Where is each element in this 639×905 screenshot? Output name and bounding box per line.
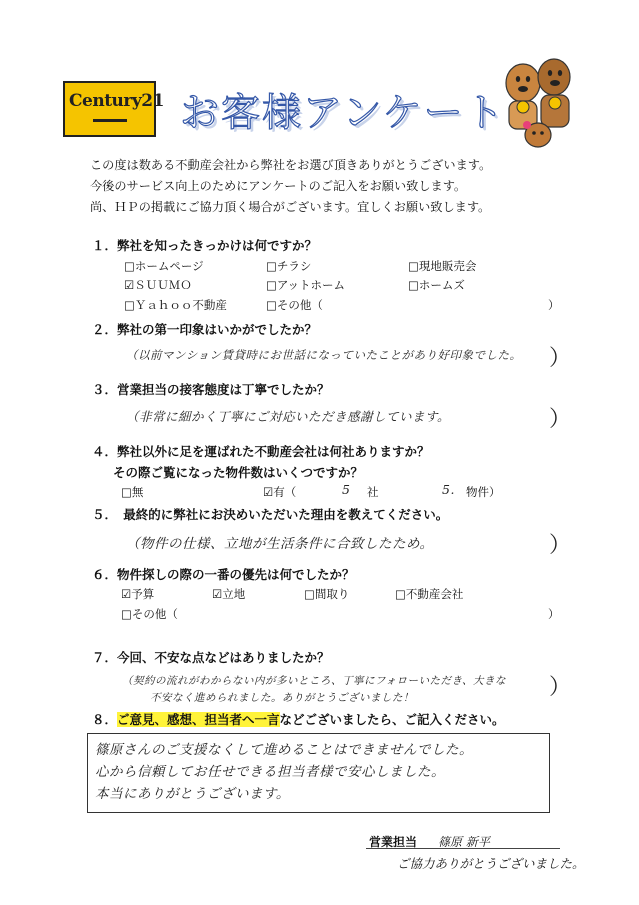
- q1-option-homepage[interactable]: □ホームページ: [124, 259, 204, 273]
- q8-highlight: ご意見、感想、担当者へ一言: [117, 712, 280, 727]
- q4-companies-unit: 社: [367, 485, 379, 499]
- q8-answer-line-3: 本当にありがとうございます。: [95, 786, 290, 802]
- q6-option-other[interactable]: □その他（: [121, 607, 178, 621]
- q6-option-agency[interactable]: □不動産会社: [395, 587, 464, 601]
- q1-option-other[interactable]: □その他（: [266, 298, 323, 312]
- q4-option-yes[interactable]: ☑有（: [263, 485, 297, 499]
- q6-label: ６．物件探しの際の一番の優先は何でしたか？: [92, 567, 355, 582]
- q8-answer-line-1: 篠原さんのご支援なくして進めることはできませんでした。: [95, 742, 473, 758]
- q1-label: １．弊社を知ったきっかけは何ですか？: [92, 238, 318, 253]
- intro-line-2: 今後のサービス向上のためにアンケートのご記入をお願い致します。: [90, 179, 467, 193]
- q4-properties-unit: 物件）: [466, 485, 501, 499]
- q3-label: ３．営業担当の接客態度は丁寧でしたか？: [92, 382, 330, 397]
- q2-close: ）: [549, 346, 572, 371]
- q1-option-homes[interactable]: □ホームズ: [408, 278, 465, 292]
- q2-label: ２．弊社の第一印象はいかがでしたか？: [92, 322, 318, 337]
- signature-line: [366, 848, 560, 849]
- page-title: お客様アンケート: [180, 91, 506, 136]
- q3-close: ）: [549, 407, 572, 432]
- q8-label-rest: などございましたら、ご記入ください。: [279, 712, 505, 727]
- q4-properties-count: 5.: [442, 482, 455, 497]
- q2-answer: （以前マンション賃貸時にお世話になっていたことがあり好印象でした。: [126, 348, 522, 362]
- q4-label-2: その際ご覧になった物件数はいくつですか？: [113, 465, 364, 480]
- logo-house-icon: [93, 119, 127, 136]
- q5-answer: （物件の仕様、立地が生活条件に合致したため。: [126, 536, 434, 552]
- q5-close: ）: [549, 533, 572, 558]
- q6-option-budget[interactable]: ☑予算: [121, 587, 155, 601]
- staff-label: 営業担当: [369, 835, 418, 849]
- intro-line-3: 尚、ＨＰの掲載にご協力頂く場合がございます。宜しくお願い致します。: [90, 200, 491, 214]
- q8-number: ８．: [92, 712, 118, 727]
- q4-companies-count: 5: [342, 482, 351, 497]
- q4-option-none[interactable]: □無: [121, 485, 144, 499]
- q5-label: ５． 最終的に弊社にお決めいただいた理由を教えてください。: [92, 507, 449, 522]
- q1-option-suumo[interactable]: ☑ＳＵＵＭＯ: [124, 278, 192, 292]
- q7-label: ７．今回、不安な点などはありましたか？: [92, 650, 330, 665]
- q1-option-athome[interactable]: □アットホーム: [266, 278, 346, 292]
- q4-label-1: ４．弊社以外に足を運ばれた不動産会社は何社ありますか？: [92, 444, 430, 459]
- q3-answer: （非常に細かく丁寧にご対応いただき感謝しています。: [126, 409, 451, 424]
- thanks-text: ご協力ありがとうございました。: [397, 856, 585, 871]
- staff-name: 篠原 新平: [438, 835, 490, 849]
- q1-option-open-house[interactable]: □現地販売会: [408, 259, 477, 273]
- q7-answer-line-2: 不安なく進められました。ありがとうございました！: [150, 692, 414, 704]
- q8-answer-line-2: 心から信頼してお任せできる担当者様で安心しました。: [95, 764, 445, 780]
- mascot-dogs-icon: [493, 55, 579, 151]
- q1-other-close: ）: [548, 298, 560, 312]
- q6-option-location[interactable]: ☑立地: [212, 587, 246, 601]
- q8-label: [92, 710, 505, 728]
- q7-answer-line-1: （契約の流れがわからない内が多いところ、丁寧にフォローいただき、大きな: [122, 675, 507, 687]
- q1-option-yahoo[interactable]: □Ｙａｈｏｏ不動産: [124, 298, 227, 312]
- century21-logo: [63, 81, 164, 137]
- q6-other-close: ）: [548, 607, 560, 621]
- q7-close: ）: [549, 675, 572, 700]
- logo-text: Century21: [69, 91, 164, 111]
- intro-line-1: この度は数ある不動産会社から弊社をお選び頂きありがとうございます。: [90, 158, 492, 172]
- q1-option-flyer[interactable]: □チラシ: [266, 259, 312, 273]
- q6-option-layout[interactable]: □間取り: [304, 587, 350, 601]
